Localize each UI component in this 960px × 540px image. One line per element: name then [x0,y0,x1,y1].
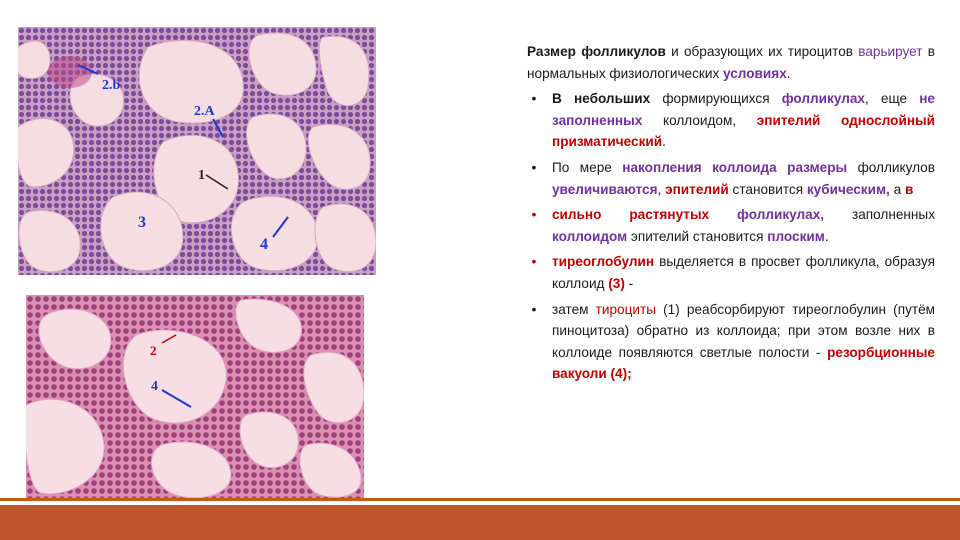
bullet-1-text: коллоидом, [642,112,757,128]
micrograph-top-label-4: 4 [260,236,268,253]
bullet-2-highlight: увеличиваются [552,181,658,197]
bullet-2-highlight: кубическим, [806,181,890,197]
bullet-1-highlight: фолликулах [781,91,865,107]
intro-term: Размер фолликулов [527,44,666,59]
bullet-2-emphasis: в [904,181,914,197]
micrograph-top-svg [18,27,376,275]
thyroid-micrograph-top [18,27,376,275]
intro-text-2: в нормальных физиологических [527,44,935,81]
bullet-3-highlight: фолликулах, [737,207,825,223]
bullet-5-emphasis: резорбционные вакуоли (4); [552,344,935,382]
intro-highlight-2: условиях [723,65,787,81]
bullet-3-text: . [824,228,829,244]
bullet-3-text [709,207,737,222]
bullet-1-text: . [662,134,666,150]
bullet-marker: • [531,90,537,107]
bullet-2-text: становится [728,181,807,197]
bullet-1-emphasis: эпителий однослойный призматический [552,112,935,150]
bullet-3-text: заполненных [824,207,935,223]
micrograph-bottom-label-4: 4 [151,379,158,394]
bullet-4-text: - [624,275,634,291]
micrograph-top-label-2a: 2.A [194,104,215,119]
bullet-3-text: эпителий становится [627,228,768,244]
bullet-2-emphasis: эпителий [665,181,729,197]
intro-paragraph [527,41,935,84]
bullet-1-highlight: не заполненных [552,91,935,128]
bullet-item-distended-follicles [527,204,935,247]
bullet-item-colloid-accumulation [527,157,935,200]
bullet-4-emphasis: тиреоглобулин [552,254,655,270]
bullet-2-text: По мере [552,159,623,175]
micrograph-top-label-2b: 2.b [102,78,121,93]
bullet-marker: • [531,206,537,223]
bullet-list [527,88,935,385]
bullet-2-highlight: накопления коллоида размеры [622,159,848,175]
bullet-2-text: , [657,181,666,197]
bullet-item-small-follicles [527,88,935,153]
bullet-marker: • [531,158,537,175]
bullet-item-reabsorption [527,299,935,385]
bullet-3-emphasis: сильно растянутых [552,207,710,223]
bullet-5-highlight: тироциты [595,301,656,317]
bullet-4-text: выделяется в просвет фолликула, образуя коллоид [552,254,935,291]
micrograph-top-label-3: 3 [138,214,146,231]
intro-text-1: и образующих их тироцитов [665,44,859,59]
bullet-5-text: затем [552,301,596,317]
intro-highlight-1: варьирует [858,44,923,59]
micrograph-bottom-svg [26,295,364,498]
bullet-2-text: фолликулов [847,159,935,175]
bullet-3-highlight: коллоидом [552,228,628,244]
bullet-5-text: (1) реабсорбируют тиреоглобулин (путём пиноцитоза) обратно из коллоида; при этом возле них в коллоиде появляются светлые полости - [552,301,935,360]
micrograph-bottom-label-2: 2 [150,343,157,358]
footer-divider-line [0,498,960,501]
bullet-1-term: В небольших [552,91,651,107]
bullet-4-emphasis: (3) [608,275,625,291]
bullet-marker: • [531,300,537,317]
thyroid-micrograph-bottom [26,295,364,498]
bullet-1-text: формирующихся [650,91,782,107]
micrograph-top-label-1: 1 [198,168,205,183]
intro-text-3: . [786,65,791,81]
text-column [527,41,935,389]
bullet-marker: • [531,253,537,270]
footer-bar [0,505,960,540]
bullet-3-highlight: плоским [767,228,825,244]
bullet-2-text: а [889,181,905,197]
bullet-item-thyroglobulin [527,251,935,294]
bullet-1-text: , еще [864,91,920,107]
